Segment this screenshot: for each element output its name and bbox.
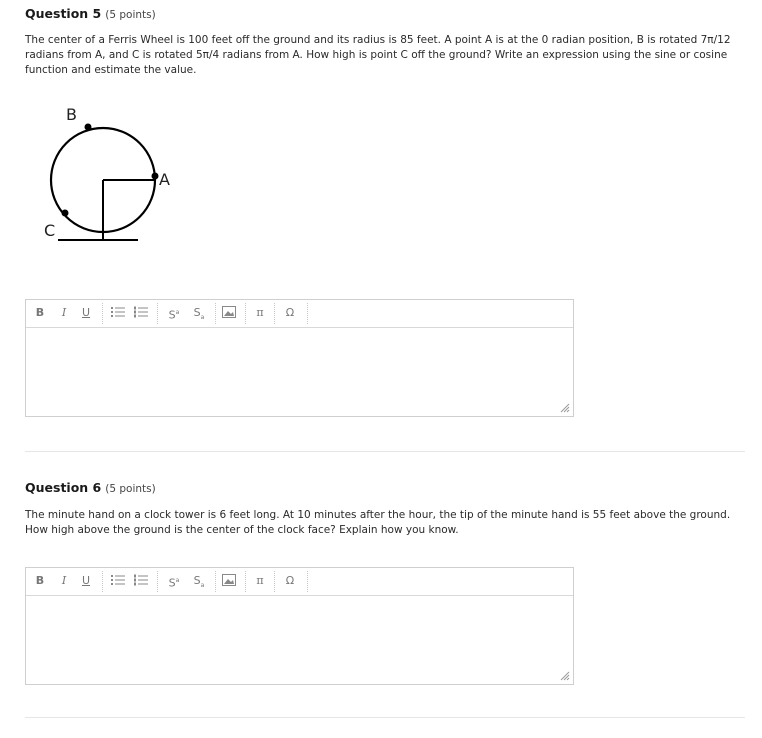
pi-symbol-button[interactable]: π bbox=[256, 574, 264, 587]
insert-image-button[interactable] bbox=[221, 304, 237, 322]
bold-button[interactable]: B bbox=[35, 306, 45, 319]
superscript-button[interactable]: $S^a$ bbox=[168, 576, 180, 590]
italic-button[interactable]: I bbox=[61, 306, 67, 319]
bullet-list-button[interactable] bbox=[110, 572, 126, 590]
question-6-text: The minute hand on a clock tower is 6 feet long. At 10 minutes after the hour, the tip of the minute hand is 55 feet above the ground. How high above the ground is the center of the clock face? Explain how you know. bbox=[25, 509, 731, 536]
answer-editor-q5[interactable] bbox=[25, 299, 574, 417]
ferris-wheel-diagram bbox=[30, 100, 170, 250]
question-5-text: The center of a Ferris Wheel is 100 feet off the ground and its radius is 85 feet. A point A is at the 0 radian position, B is rotated 7π/12 radians from A, and C is rotated 5π/4 radians from A. How high is point C off the ground? Write an expression using the sine or cosine function and estimate the value. bbox=[25, 34, 731, 76]
question-6-title bbox=[25, 480, 156, 495]
underline-button[interactable]: U bbox=[81, 306, 91, 319]
editor-toolbar bbox=[26, 300, 573, 328]
superscript-button[interactable]: $S^a$ bbox=[168, 308, 180, 322]
underline-button[interactable]: U bbox=[81, 574, 91, 587]
bullet-list-icon bbox=[111, 306, 125, 318]
bold-button[interactable]: B bbox=[35, 574, 45, 587]
question-divider bbox=[25, 451, 745, 452]
italic-button[interactable]: I bbox=[61, 574, 67, 587]
question-points: (5 points) bbox=[105, 9, 156, 21]
question-label: Question 5 bbox=[25, 6, 102, 21]
subscript-button[interactable]: $S_a$ bbox=[193, 574, 205, 590]
answer-editor-q6[interactable] bbox=[25, 567, 574, 685]
editor-toolbar bbox=[26, 568, 573, 596]
omega-symbol-button[interactable]: Ω bbox=[285, 306, 295, 319]
resize-handle-icon[interactable] bbox=[560, 671, 570, 681]
question-label: Question 6 bbox=[25, 480, 102, 495]
point-b-label: B bbox=[66, 105, 77, 124]
bullet-list-button[interactable] bbox=[110, 304, 126, 322]
image-icon bbox=[222, 306, 236, 318]
point-a-label: A bbox=[159, 170, 170, 189]
omega-symbol-button[interactable]: Ω bbox=[285, 574, 295, 587]
pi-symbol-button[interactable]: π bbox=[256, 306, 264, 319]
insert-image-button[interactable] bbox=[221, 572, 237, 590]
subscript-label: S bbox=[193, 306, 201, 319]
question-divider bbox=[25, 717, 745, 718]
numbered-list-icon bbox=[134, 306, 148, 318]
point-c-dot bbox=[62, 210, 69, 217]
bullet-list-icon bbox=[111, 574, 125, 586]
point-b-dot bbox=[85, 124, 92, 131]
superscript-label: S bbox=[168, 576, 176, 590]
point-a-dot bbox=[152, 173, 159, 180]
superscript-label: S bbox=[168, 308, 176, 322]
numbered-list-icon bbox=[134, 574, 148, 586]
subscript-label: S bbox=[193, 574, 201, 587]
question-points: (5 points) bbox=[105, 483, 156, 495]
numbered-list-button[interactable] bbox=[133, 572, 149, 590]
subscript-button[interactable]: $S_a$ bbox=[193, 306, 205, 322]
point-c-label: C bbox=[44, 221, 56, 240]
question-5-title bbox=[25, 6, 156, 21]
numbered-list-button[interactable] bbox=[133, 304, 149, 322]
resize-handle-icon[interactable] bbox=[560, 403, 570, 413]
image-icon bbox=[222, 574, 236, 586]
